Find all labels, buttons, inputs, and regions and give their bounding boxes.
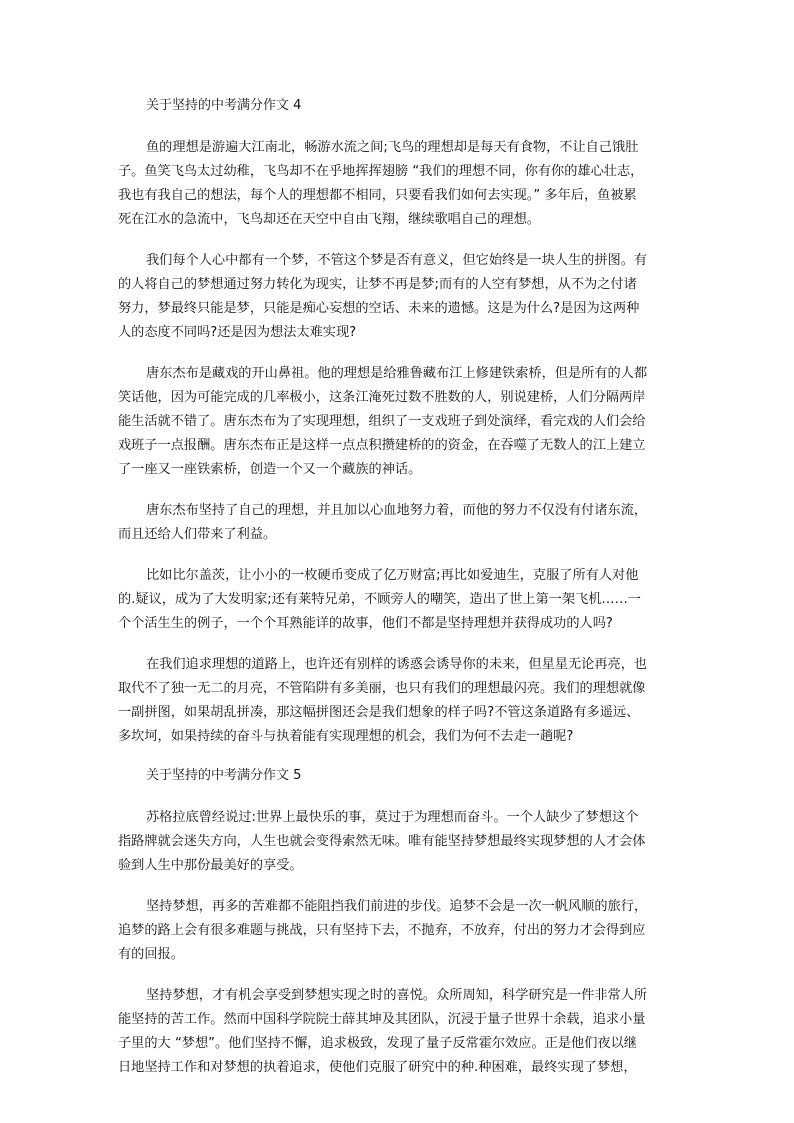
paragraph-line: 多坎坷，如果持续的奋斗与执着能有实现理想的机会，我们为何不去走一趟呢? xyxy=(118,729,574,744)
paragraph-line: 死在江水的急流中，飞鸟却还在天空中自由飞翔，继续歌唱自己的理想。 xyxy=(118,212,540,227)
paragraph-line: 唐东杰布坚持了自己的理想，并且加以心血地努力着，而他的努力不仅没有付诸东流， xyxy=(146,503,648,518)
paragraph-line: 追梦的路上会有很多难题与挑战，只有坚持下去，不抛弃，不放弃，付出的努力才会得到应 xyxy=(118,923,646,938)
paragraph-line: 子。鱼笑飞鸟太过幼稚，飞鸟却不在乎地挥挥翅膀 “我们的理想不同，你有你的雄心壮志， xyxy=(118,164,644,179)
paragraph-line: 个个活生生的例子，一个个耳熟能详的故事，他们不都是坚持理想并获得成功的人吗? xyxy=(118,616,613,631)
essay-paragraph xyxy=(118,806,676,878)
essay-paragraph xyxy=(118,249,676,345)
paragraph-line: 戏班子一点报酬。唐东杰布正是这样一点点积攒建桥的的资金，在吞噬了无数人的江上建立 xyxy=(118,438,646,453)
paragraph-line: 唐东杰布是藏戏的开山鼻祖。他的理想是给雅鲁藏布江上修建铁索桥，但是所有的人都 xyxy=(146,366,648,381)
essay-paragraph xyxy=(118,895,676,967)
essay-paragraph xyxy=(118,564,676,636)
paragraph-line: 比如比尔盖茨，让小小的一枚硬币变成了亿万财富;再比如爱迪生，克服了所有人对他 xyxy=(146,568,639,583)
essay-paragraph xyxy=(118,136,676,232)
essay-paragraph xyxy=(118,984,676,1080)
paragraph-line: 我们每个人心中都有一个梦，不管这个梦是否有意义，但它始终是一块人生的拼图。有 xyxy=(146,253,648,268)
paragraph-line: 有的回报。 xyxy=(118,947,184,962)
paragraph-line: 人的态度不同吗?还是因为想法太难实现? xyxy=(118,325,357,340)
paragraph-line: 笑话他，因为可能完成的几率极小，这条江淹死过数不胜数的人，别说建桥，人们分隔两岸 xyxy=(118,390,646,405)
paragraph-line: 努力，梦最终只能是梦，只能是痴心妄想的空话、未来的遗憾。这是为什么?是因为这两种 xyxy=(118,301,640,316)
paragraph-line: 指路牌就会迷失方向，人生也就会变得索然无味。唯有能坚持梦想最终实现梦想的人才会体 xyxy=(118,834,646,849)
paragraph-line: 了一座又一座铁索桥，创造一个又一个藏族的神话。 xyxy=(118,462,422,477)
essay-paragraph xyxy=(118,499,676,547)
paragraph-line: 鱼的理想是游遍大江南北，畅游水流之间;飞鸟的理想却是每天有食物，不让自己饿肚 xyxy=(146,140,639,155)
paragraph-line: 子里的大 “梦想”。他们坚持不懈，追求极致，发现了量子反常霍尔效应。正是他们夜以继 xyxy=(118,1036,637,1051)
paragraph-line: 的人将自己的梦想通过努力转化为现实，让梦不再是梦;而有的人空有梦想，从不为之付诸 xyxy=(118,277,637,292)
essay-paragraph xyxy=(118,362,676,482)
paragraph-line: 日地坚持工作和对梦想的执着追求，使他们克服了研究中的种.种困难，最终实现了梦想， xyxy=(118,1060,637,1075)
paragraph-line: 能生活就不错了。唐东杰布为了实现理想，组织了一支戏班子到处演绎，看完戏的人们会给 xyxy=(118,414,646,429)
paragraph-line: 在我们追求理想的道路上，也许还有别样的诱惑会诱导你的未来，但星星无论再亮，也 xyxy=(146,657,648,672)
paragraph-line: 而且还给人们带来了利益。 xyxy=(118,527,277,542)
paragraph-line: 验到人生中那份最美好的享受。 xyxy=(118,858,303,873)
essay-heading: 关于坚持的中考满分作文 5 xyxy=(146,768,302,783)
document-body xyxy=(118,96,676,1097)
paragraph-line: 苏格拉底曾经说过:世界上最快乐的事，莫过于为理想而奋斗。一个人缺少了梦想这个 xyxy=(146,810,639,825)
paragraph-line: 一副拼图，如果胡乱拼凑，那这幅拼图还会是我们想象的样子吗?不管这条道路有多遥远、 xyxy=(118,705,640,720)
paragraph-line: 的.疑议，成为了大发明家;还有莱特兄弟，不顾旁人的嘲笑，造出了世上第一架飞机……一 xyxy=(118,592,641,607)
paragraph-line: 能坚持的苦工作。然而中国科学院院士薛其坤及其团队，沉浸于量子世界十余载，追求小量 xyxy=(118,1012,646,1027)
essay-paragraph xyxy=(118,653,676,749)
paragraph-line: 坚持梦想，才有机会享受到梦想实现之时的喜悦。众所周知，科学研究是一件非常人所 xyxy=(146,988,648,1003)
essay-heading: 关于坚持的中考满分作文 4 xyxy=(146,98,302,113)
paragraph-line: 我也有我自己的想法，每个人的理想都不相同，只要看我们如何去实现。” 多年后，鱼被累 xyxy=(118,188,637,203)
paragraph-line: 取代不了独一无二的月亮，不管陷阱有多美丽，也只有我们的理想最闪亮。我们的理想就像 xyxy=(118,681,646,696)
paragraph-line: 坚持梦想，再多的苦难都不能阻挡我们前进的步伐。追梦不会是一次一帆风顺的旅行， xyxy=(146,899,648,914)
